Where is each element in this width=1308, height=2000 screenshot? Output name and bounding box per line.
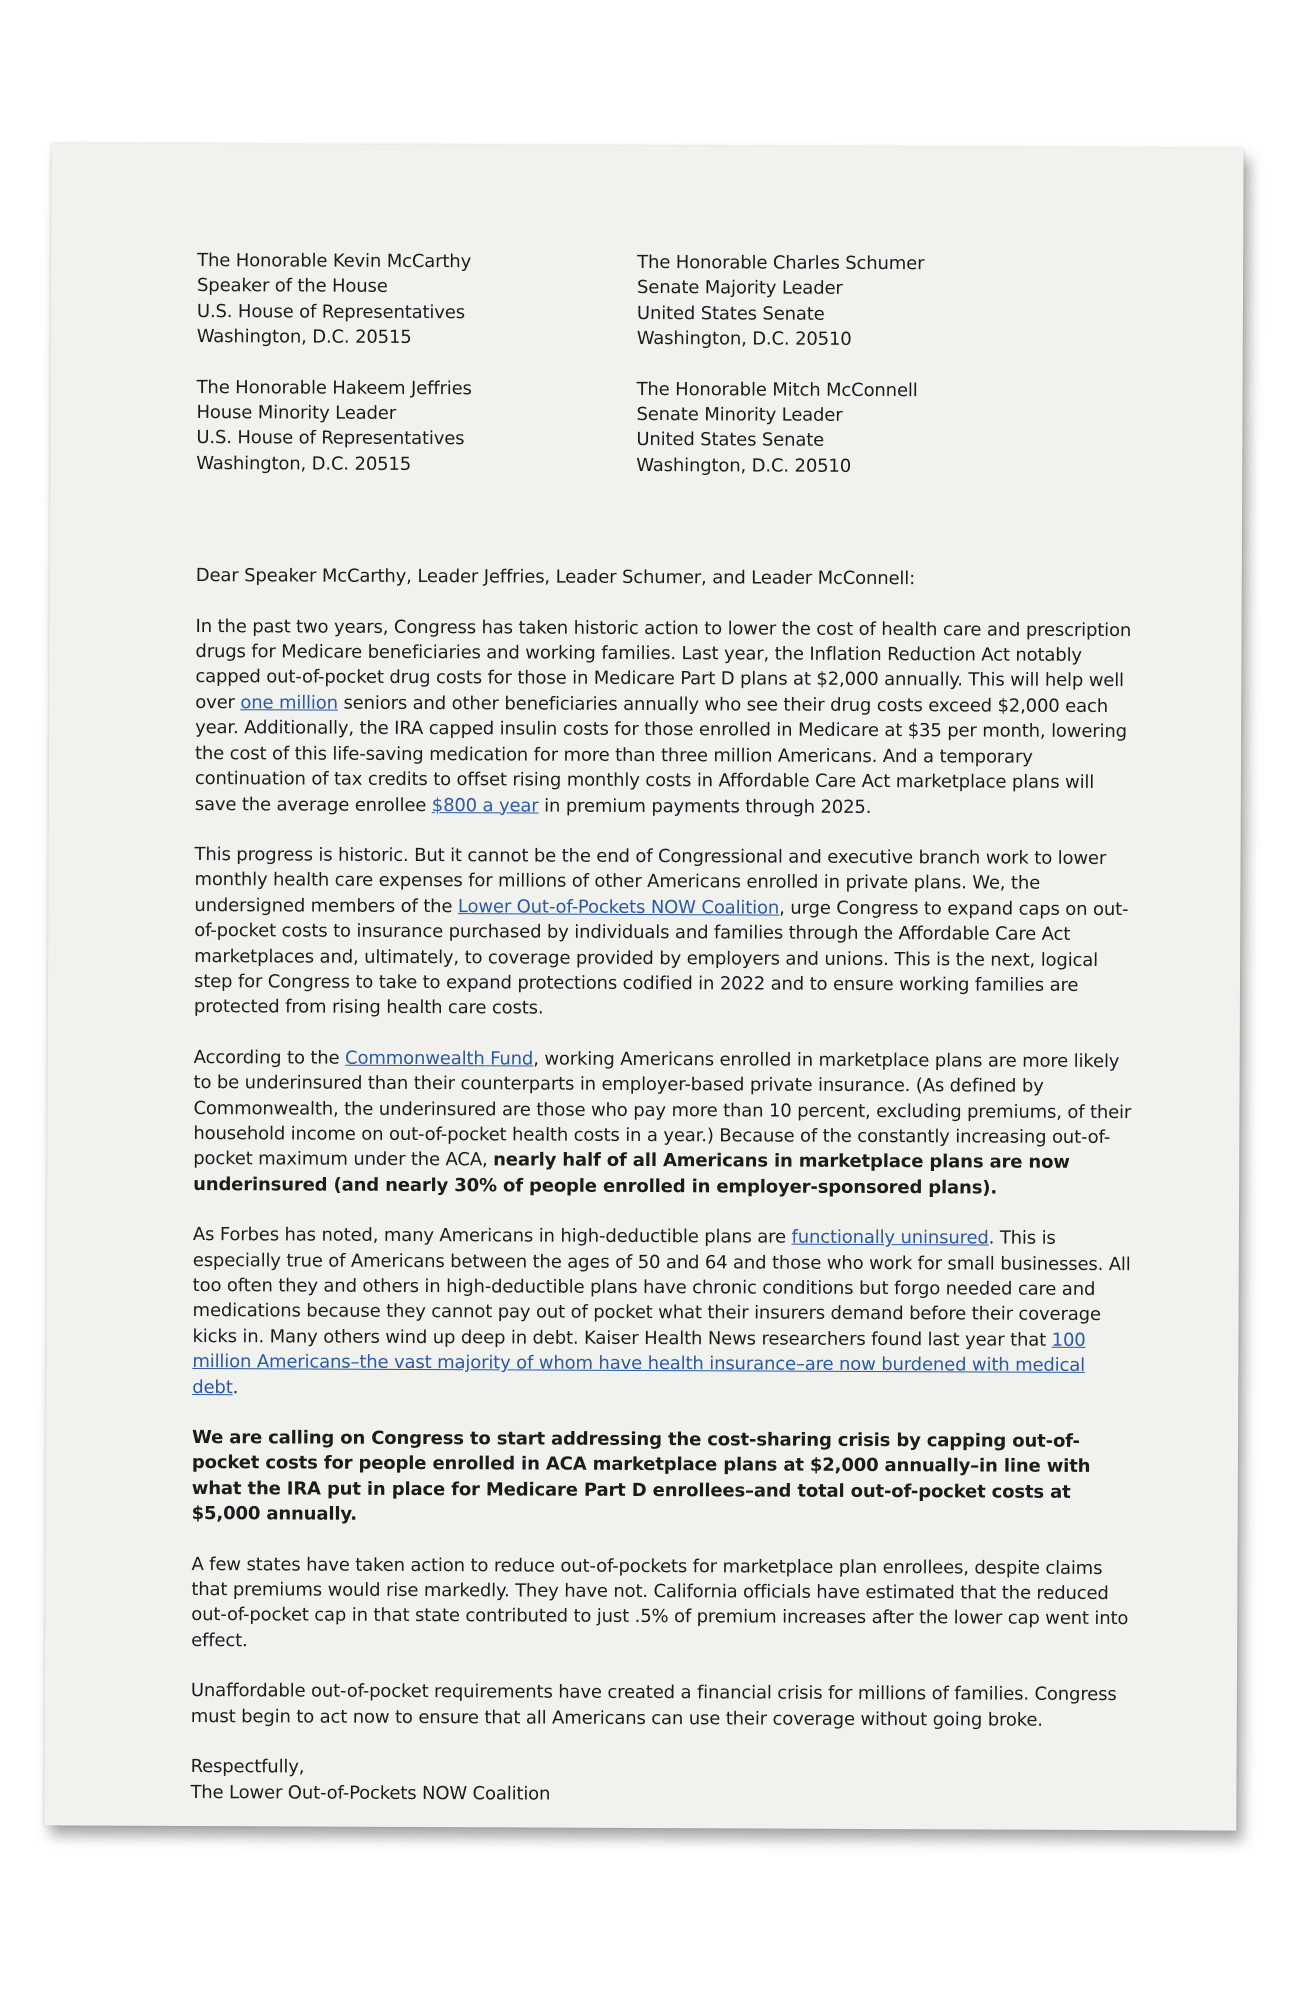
recipient-name: The Honorable Charles Schumer: [637, 251, 925, 275]
paragraph-6: A few states have taken action to reduce out-of-pockets for marketplace plan enrollees, despite claims that premiums would rise markedly. They have not. California officials have estimated that the reduced out-of-pocket cap in that state contributed to just .5% of premium increases after the lower cap went into effect.: [191, 1553, 1129, 1652]
paragraph-text: As Forbes has noted, many Americans in high-deductible plans are: [192, 1224, 792, 1248]
paragraph-text: . This is especially true of Americans between the ages of 50 and 64 and those who work for small businesses. All too often they and others in high-deductible plans have chronic conditions but forgo needed care and medications because they cannot pay out of pocket what their insurers demand before their coverage kicks in. Many others wind up deep in debt. Kaiser Health News researchers found last year that: [192, 1227, 1131, 1351]
paragraph-4: [192, 1222, 1133, 1404]
link-functionally-uninsured[interactable]: functionally uninsured: [791, 1226, 989, 1249]
paragraph-bold-text: We are calling on Congress to start addressing the cost-sharing crisis by capping out-of-pocket costs for people enrolled in ACA marketplace plans at $2,000 annually–in line with what the IRA put in place for Medicare Part D enrollees–and total out-of-pocket costs at $5,000 annually.: [191, 1427, 1091, 1526]
paragraph-text: , working Americans enrolled in marketplace plans are more likely to be underinsured than their counterparts in employer-based private insurance. (As defined by Commonwealth, the underinsured are those who pay more than 10 percent, excluding premiums, of their household income on out-of-pocket health costs in a year.) Because of the constantly increasing out-of-pocket maximum under the ACA,: [193, 1048, 1132, 1171]
recipient-title: Senate Majority Leader: [637, 277, 843, 300]
recipient-column-left: [196, 248, 617, 503]
link-coalition[interactable]: Lower Out-of-Pockets NOW Coalition: [457, 895, 780, 919]
paragraph-text: In the past two years, Congress has taken historic action to lower the cost of health care and prescription drugs for Medicare beneficiaries and working families. Last year, the Inflation Reduction Act notably capped out-of-pocket drug costs for those in Medicare Part D plans at $2,000 annually. This will help well over: [195, 615, 1132, 714]
recipient-body: United States Senate: [636, 302, 825, 325]
link-commonwealth-fund[interactable]: Commonwealth Fund: [345, 1047, 534, 1070]
paragraph-text: .: [232, 1376, 239, 1398]
signoff: [190, 1754, 1130, 1809]
paragraph-text: This progress is historic. But it cannot be the end of Congressional and executive branch work to lower monthly health care expenses for millions of other Americans enrolled in private plans. We, the undersigned members of the: [194, 843, 1107, 917]
recipient-city: Washington, D.C. 20510: [636, 454, 852, 477]
recipient-name: The Honorable Kevin McCarthy: [197, 250, 472, 273]
recipient-title: House Minority Leader: [196, 402, 397, 424]
recipient-addresses: [196, 248, 1057, 505]
paragraph-text: , urge Congress to expand caps on out-of-pocket costs to insurance purchased by individuals and families through the Affordable Care Act marketplaces and, ultimately, to coverage provided by employers and unions. This is the next, logical step for Congress to take to expand protections codified in 2022 and to ensure working families are protected from rising health care costs.: [193, 897, 1129, 1019]
recipient-title: Senate Minority Leader: [636, 403, 843, 426]
recipient-body: U.S. House of Representatives: [196, 300, 466, 324]
recipient-name: The Honorable Hakeem Jeffries: [196, 376, 472, 399]
paragraph-7: Unaffordable out-of-pocket requirements have created a financial crisis for millions of families. Congress must begin to act now to ensure that all Americans can use their coverage without going broke.: [190, 1680, 1117, 1731]
recipient-body: United States Senate: [636, 429, 825, 452]
link-one-million[interactable]: one million: [240, 692, 338, 714]
link-medical-debt[interactable]: 100 million Americans–the vast majority of whom have health insurance–are now burdened with medical debt: [192, 1329, 1086, 1398]
paragraph-text: According to the: [193, 1046, 346, 1069]
recipient-city: Washington, D.C. 20510: [636, 328, 852, 351]
recipient-title: Speaker of the House: [197, 275, 388, 298]
recipient-address-mccarthy: [197, 248, 617, 351]
recipient-name: The Honorable Mitch McConnell: [636, 378, 918, 401]
paragraph-2: [194, 842, 1135, 1024]
recipient-body: U.S. House of Representatives: [196, 427, 465, 450]
recipient-address-jeffries: [196, 375, 616, 478]
closing: Respectfully,: [190, 1756, 305, 1778]
recipient-address-mcconnell: [636, 377, 1056, 480]
paragraph-3: [193, 1045, 1134, 1202]
signature: The Lower Out-of-Pockets NOW Coalition: [190, 1781, 551, 1805]
recipient-address-schumer: [637, 250, 1057, 353]
salutation: Dear Speaker McCarthy, Leader Jeffries, Leader Schumer, and Leader McConnell:: [195, 565, 916, 590]
paragraph-1: [195, 614, 1136, 821]
letter-page: [44, 143, 1243, 1830]
letter-content: [190, 248, 1137, 1809]
recipient-city: Washington, D.C. 20515: [196, 452, 412, 475]
recipient-column-right: [636, 250, 1057, 505]
paragraph-text: seniors and other beneficiaries annually who see their drug costs exceed $2,000 each year. Additionally, the IRA capped insulin costs for those enrolled in Medicare at $35 per month, lowering the cost of this life-saving medication for more than three million Americans. And a temporary continuation of tax credits to offset rising monthly costs in Affordable Care Act marketplace plans will save the average enrollee: [194, 692, 1127, 816]
paragraph-bold-text: nearly half of all Americans in marketplace plans are now underinsured (and nearly 30% of people enrolled in employer-sponsored plans).: [193, 1149, 1070, 1199]
recipient-city: Washington, D.C. 20515: [196, 326, 412, 349]
paragraph-5: [192, 1425, 1132, 1531]
link-800-a-year[interactable]: $800 a year: [431, 794, 539, 817]
paragraph-text: in premium payments through 2025.: [538, 795, 872, 818]
